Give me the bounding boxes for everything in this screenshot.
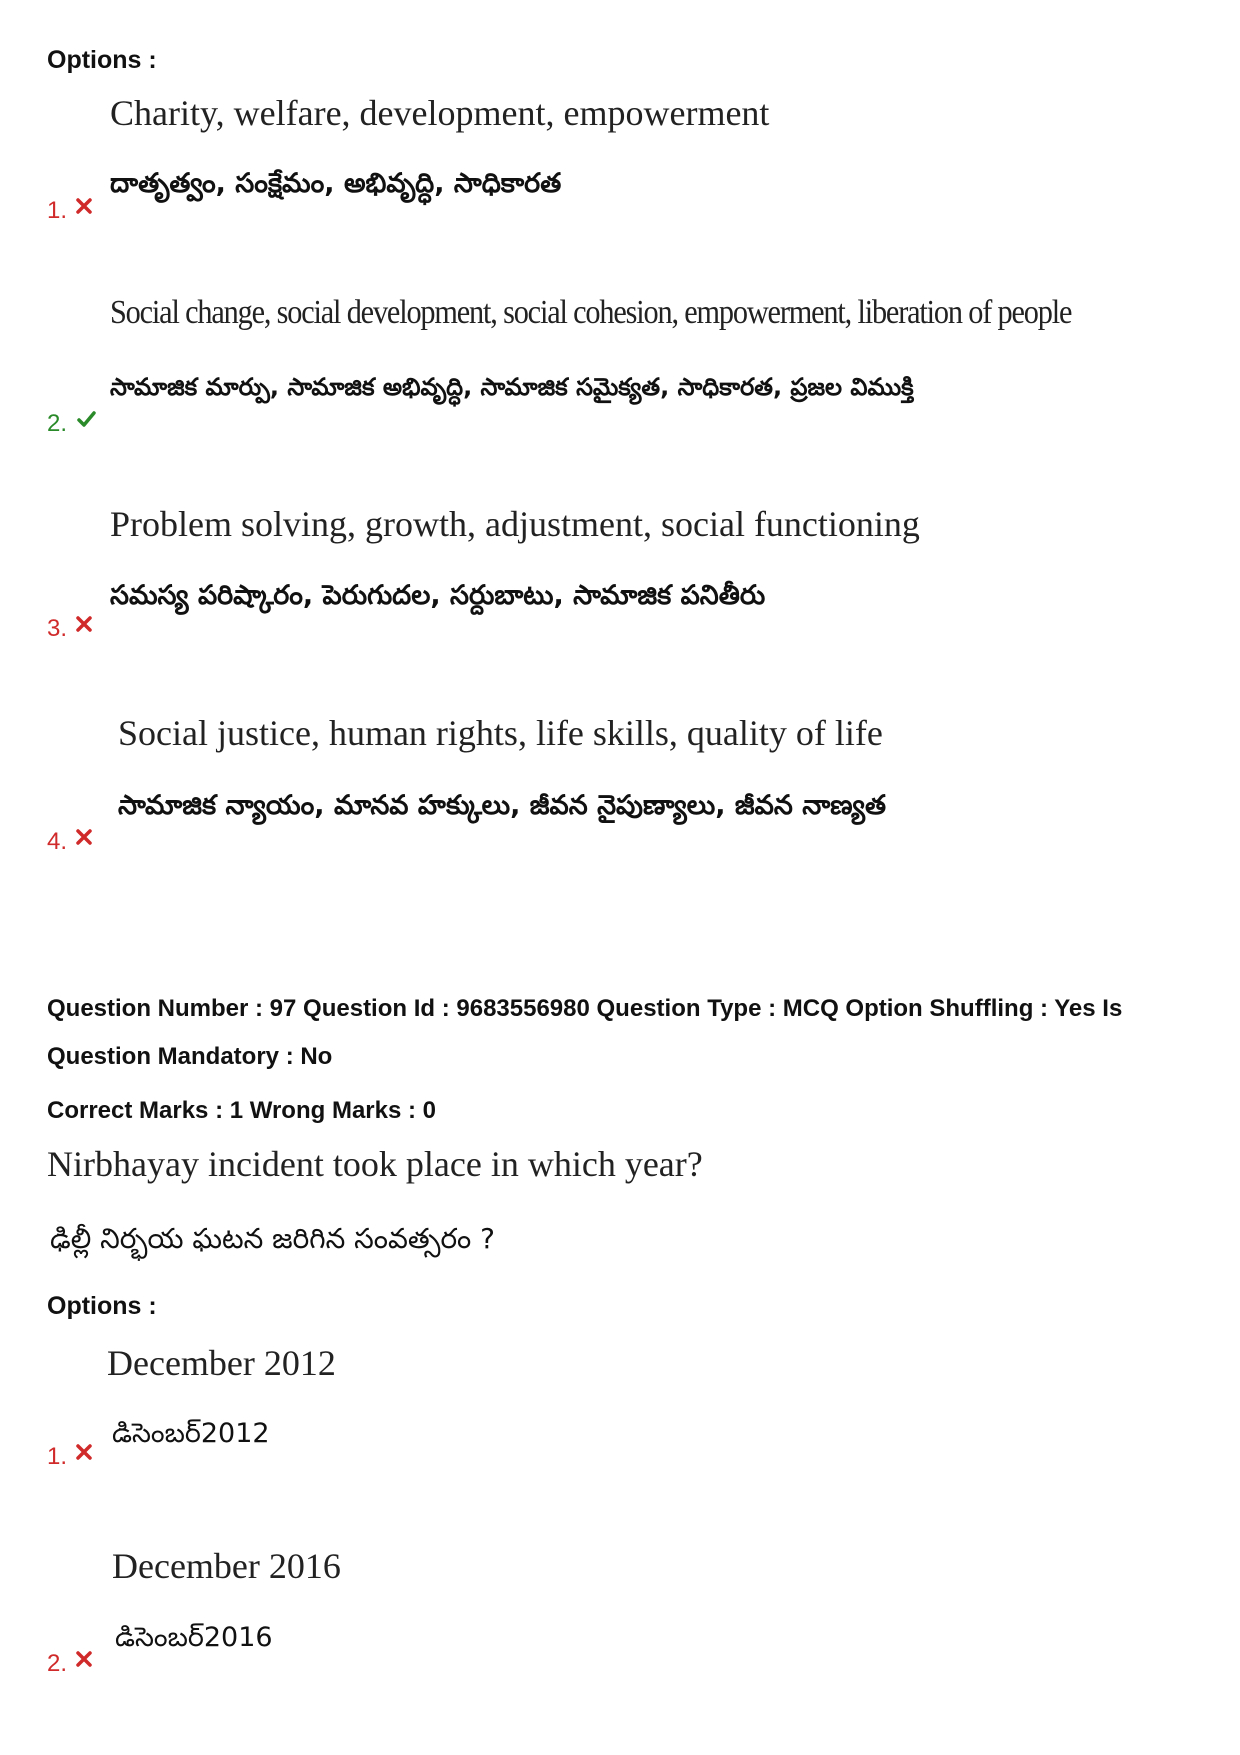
- option-number: 1.: [47, 197, 68, 224]
- option-1-telugu-text: దాతృత్వం, సంక్షేమం, అభివృద్ధి, సాధికారత: [110, 168, 562, 199]
- options-label: Options :: [47, 46, 157, 74]
- option-number: 2.: [47, 1650, 68, 1677]
- q97-option-1-marker: [47, 1443, 93, 1471]
- option-3-telugu-text: సమస్య పరిష్కారం, పెరుగుదల, సర్దుబాటు, సామాజిక పనితీరు: [110, 580, 766, 611]
- q97-option-2-marker: [47, 1650, 93, 1678]
- cross-icon: [75, 615, 93, 633]
- cross-icon: [75, 1443, 93, 1461]
- question-text-telugu: ఢిల్లీ నిర్భయ ఘటన జరిగిన సంవత్సరం ?: [50, 1222, 496, 1255]
- option-3-english-text: Problem solving, growth, adjustment, social functioning: [110, 504, 920, 544]
- question-meta-line-1: Question Number : 97 Question Id : 9683556980 Question Type : MCQ Option Shuffling : Yes Is: [47, 995, 1123, 1022]
- question-meta-line-2: Question Mandatory : No: [47, 1043, 333, 1070]
- option-4-telugu-text: సామాజిక న్యాయం, మానవ హక్కులు, జీవన నైపుణ్యాలు, జీవన నాణ్యత: [118, 790, 886, 821]
- option-1-marker: [47, 197, 93, 225]
- option-number: 4.: [47, 828, 68, 855]
- option-4-marker: [47, 828, 93, 856]
- option-3-marker: [47, 615, 93, 643]
- q97-option-2-telugu-text: డిసెంబర్2016: [115, 1622, 273, 1653]
- q97-option-1-english-text: December 2012: [107, 1343, 336, 1383]
- option-2-marker: [47, 410, 97, 438]
- option-2-english-text: Social change, social development, social cohesion, empowerment, liberation of people: [110, 294, 1072, 331]
- option-number: 2.: [47, 410, 68, 437]
- cross-icon: [75, 197, 93, 215]
- question-text-english: Nirbhayay incident took place in which year?: [47, 1144, 703, 1184]
- option-number: 3.: [47, 615, 68, 642]
- option-1-english-text: Charity, welfare, development, empowerment: [110, 93, 770, 133]
- option-number: 1.: [47, 1443, 68, 1470]
- option-2-telugu-text: సామాజిక మార్పు, సామాజిక అభివృద్ధి, సామాజిక సమైక్యత, సాధికారత, ప్రజల విముక్తి: [110, 373, 914, 401]
- options-label: Options :: [47, 1292, 157, 1320]
- option-4-english-text: Social justice, human rights, life skills, quality of life: [118, 713, 883, 753]
- checkmark-icon: [75, 410, 97, 428]
- question-marks: Correct Marks : 1 Wrong Marks : 0: [47, 1097, 437, 1124]
- cross-icon: [75, 1650, 93, 1668]
- q97-option-1-telugu-text: డిసెంబర్2012: [112, 1418, 270, 1449]
- cross-icon: [75, 828, 93, 846]
- q97-option-2-english-text: December 2016: [112, 1546, 341, 1586]
